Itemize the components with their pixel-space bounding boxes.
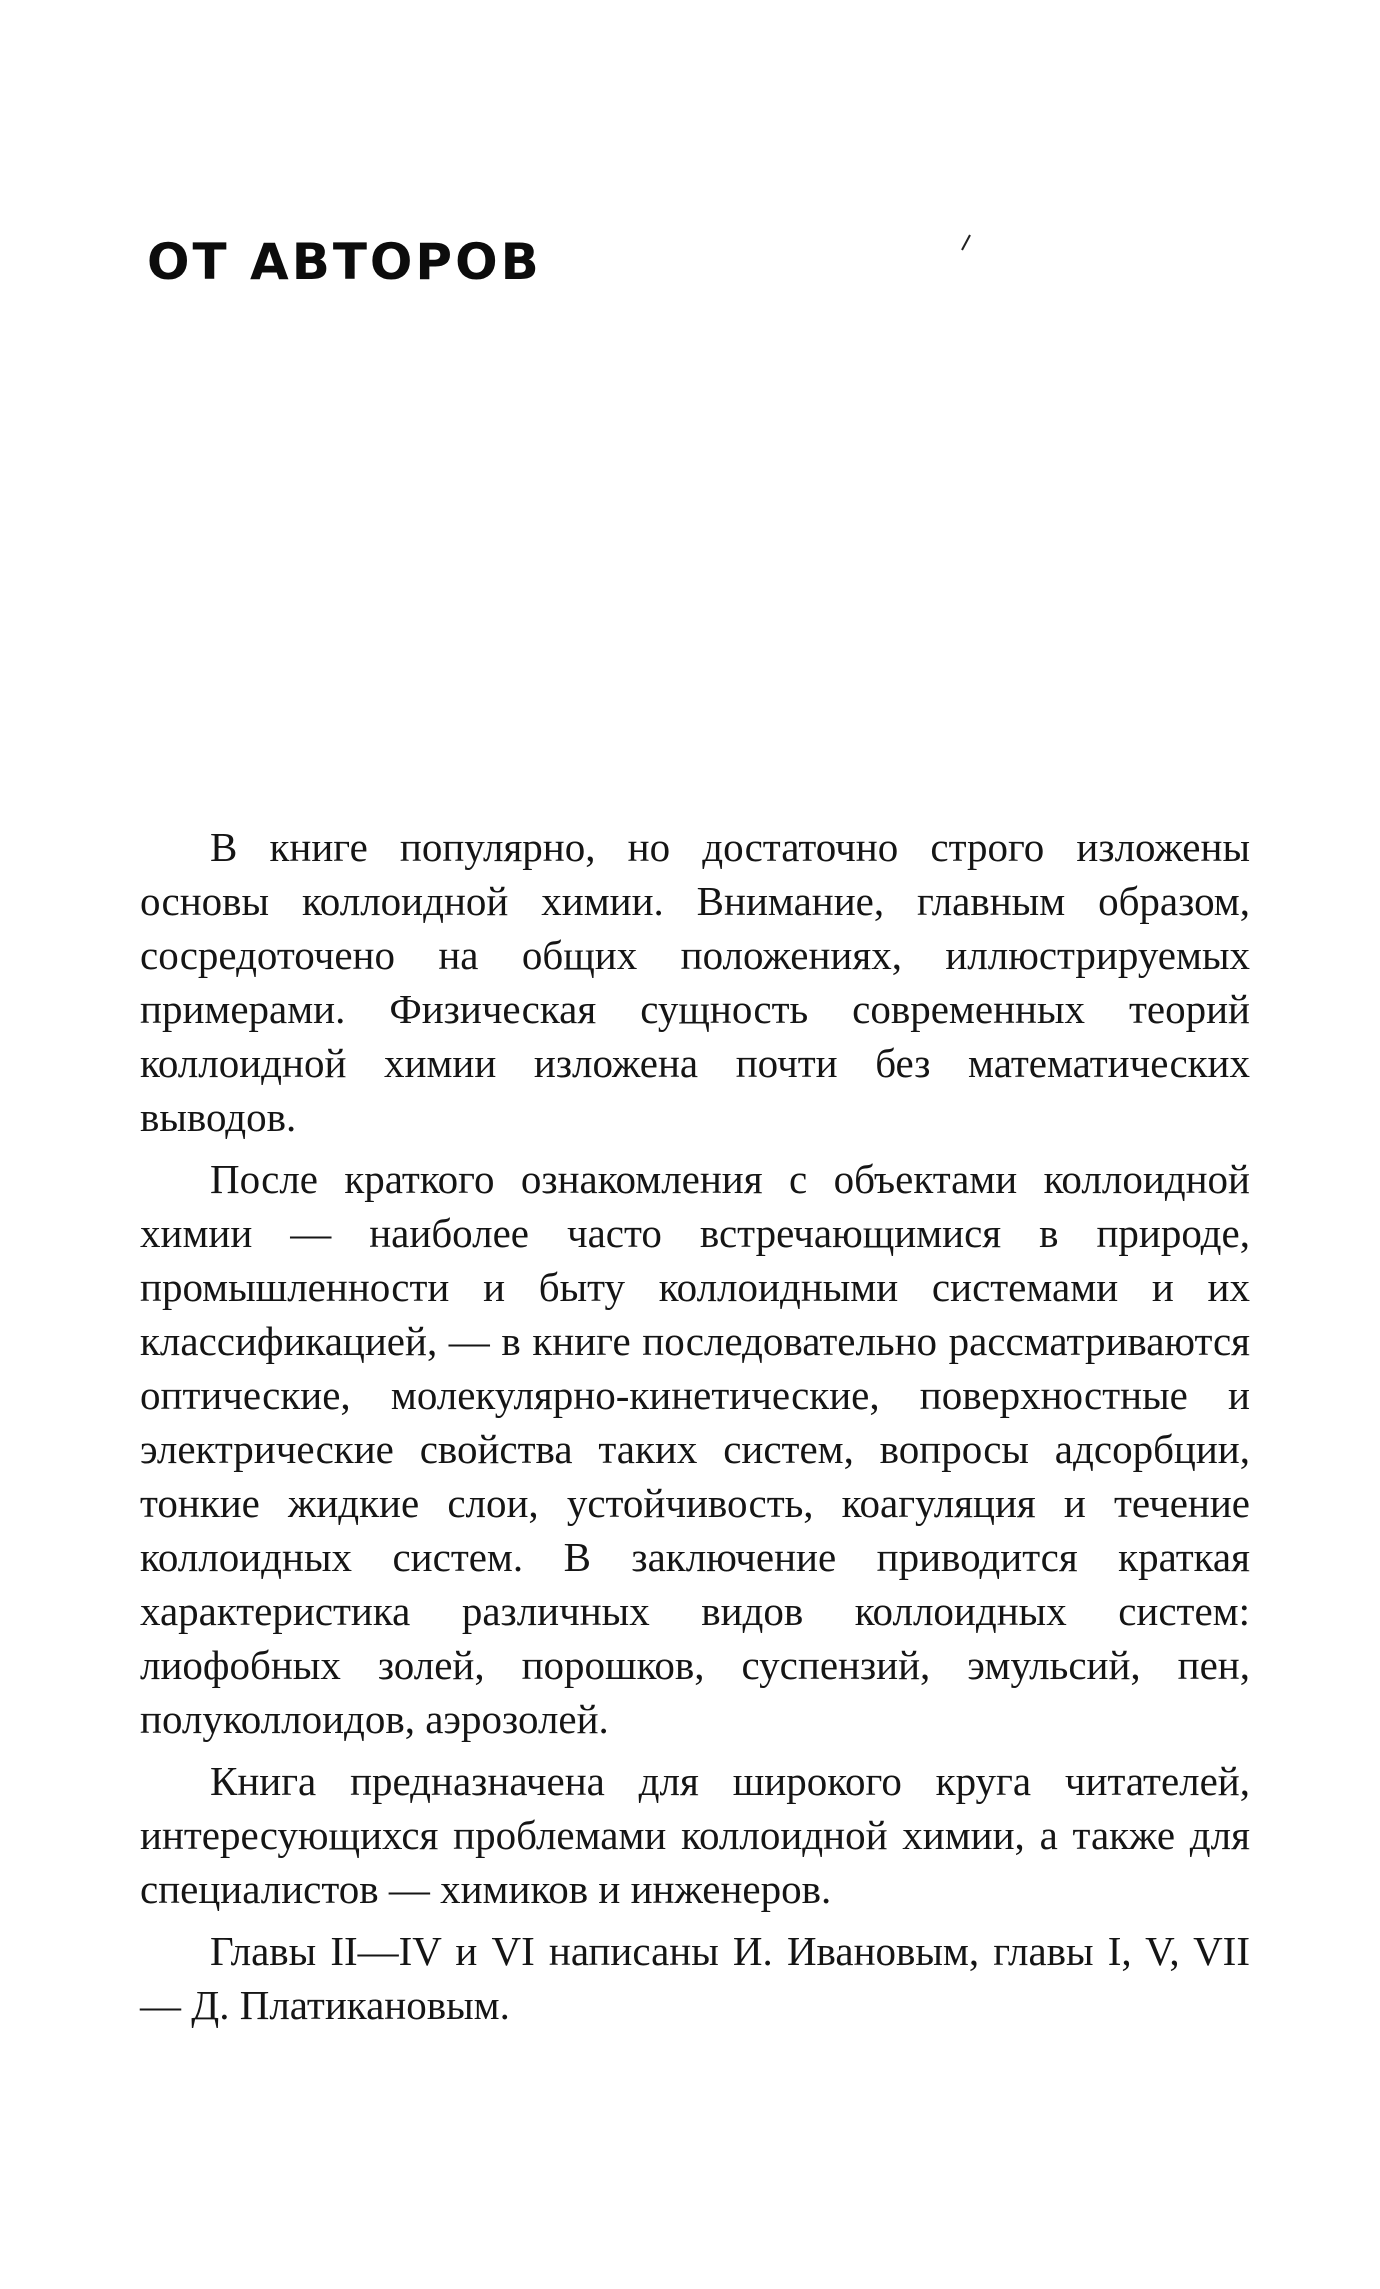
- paragraph-authorship: Главы II—IV и VI написаны И. Ивановым, главы I, V, VII — Д. Платикановым.: [140, 1928, 1250, 2028]
- stray-mark: [960, 232, 972, 252]
- paragraph-audience: Книга предназначена для широкого круга читателей, интересующихся проблемами коллоидной химии, а также для специалистов — химиков и инженеров.: [140, 1758, 1250, 1912]
- paragraph-contents: После краткого ознакомления с объектами коллоидной химии — наиболее часто встречающимися в природе, промышленности и быту коллоидными системами и их классификацией, — в книге последовательно рассматриваются оптические, молекулярно-кинетические, поверхностные и электрические свойства таких систем, вопросы адсорбции, тонкие жидкие слои, устойчивость, коагуляция и течение коллоидных систем. В заключение приводится краткая характеристика различных видов коллоидных систем: лиофобных золей, порошков, суспензий, эмульсий, пен, полуколлоидов, аэрозолей.: [140, 1156, 1250, 1742]
- paragraph-intro: В книге популярно, но достаточно строго изложены основы коллоидной химии. Внимание, главным образом, сосредоточено на общих положениях, иллюстрируемых примерами. Физическая сущность современных теорий коллоидной химии изложена почти без математических выводов.: [140, 824, 1250, 1140]
- page-title: ОТ АВТОРОВ: [147, 233, 542, 291]
- preface-text: [140, 820, 1250, 2040]
